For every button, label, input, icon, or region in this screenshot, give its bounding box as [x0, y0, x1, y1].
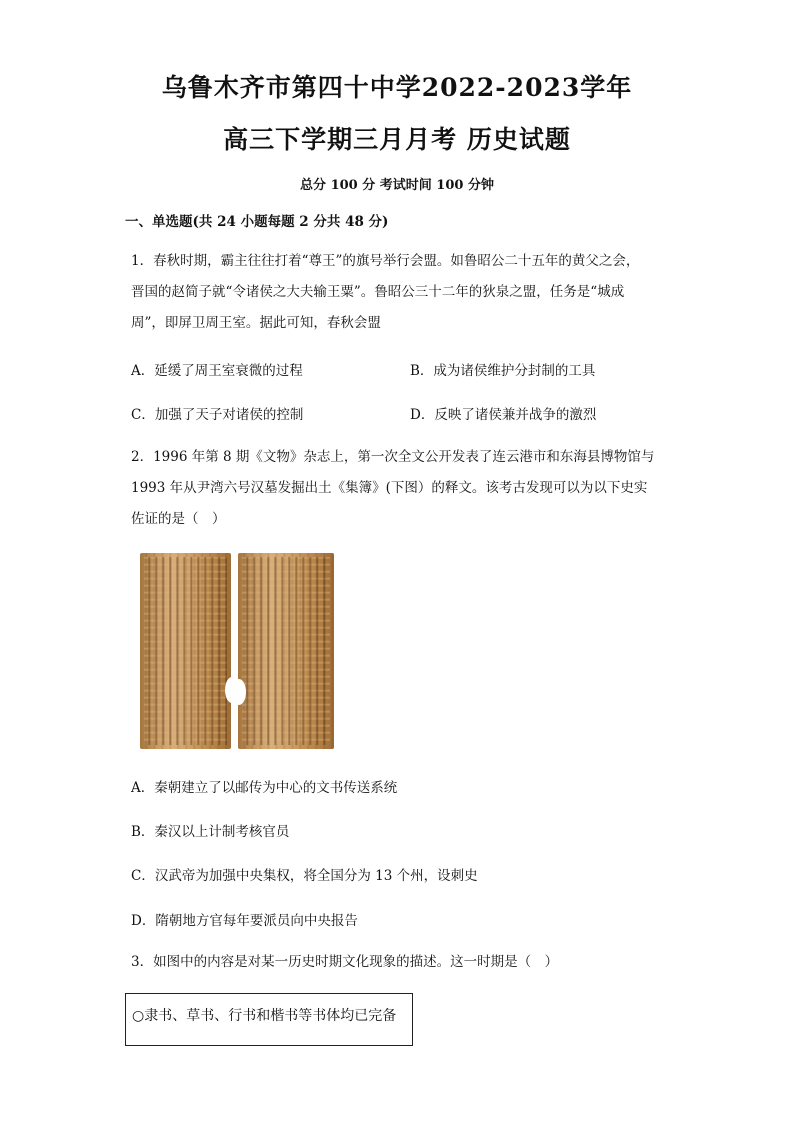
question-2-option-d: D．隋朝地方官每年要派员向中央报告 [131, 913, 358, 929]
exam-subtitle: 总分 100 分 考试时间 100 分钟 [300, 178, 494, 193]
question-1-line-3: 周”，即屏卫周王室。据此可知，春秋会盟 [131, 315, 381, 331]
question-2-option-c: C．汉武帝为加强中央集权，将全国分为 13 个州，设刺史 [131, 868, 478, 884]
exam-title-line1: 乌鲁木齐市第四十中学2022-2023学年 [161, 73, 633, 102]
wooden-slip-right [238, 553, 334, 749]
slip-notch-right [232, 679, 246, 705]
question-2-line-3: 佐证的是（ ） [131, 511, 226, 527]
wooden-slips-image [140, 553, 334, 749]
question-2-option-b: B．秦汉以上计制考核官员 [131, 824, 290, 840]
question-1-line-1: 1．春秋时期，霸主往往打着“尊王”的旗号举行会盟。如鲁昭公二十五年的黄父之会， [131, 253, 640, 269]
question-3-line-1: 3．如图中的内容是对某一历史时期文化现象的描述。这一时期是（ ） [131, 954, 559, 970]
question-2-line-1: 2．1996 年第 8 期《文物》杂志上，第一次全文公开发表了连云港市和东海县博物馆与 [131, 449, 655, 465]
question-1-option-a: A．延缓了周王室衰微的过程 [131, 363, 303, 379]
question-1-option-d: D．反映了诸侯兼并战争的激烈 [410, 407, 597, 423]
wooden-slip-left [140, 553, 231, 749]
section-heading: 一、单选题(共 24 小题每题 2 分共 48 分) [125, 214, 389, 230]
question-2-option-a: A．秦朝建立了以邮传为中心的文书传送系统 [131, 780, 398, 796]
question-3-boxed-text: ○隶书、草书、行书和楷书等书体均已完备 [132, 1008, 397, 1024]
question-2-line-2: 1993 年从尹湾六号汉墓发掘出土《集簿》(下图）的释文。该考古发现可以为以下史实 [131, 480, 648, 496]
exam-title-line2: 高三下学期三月月考 历史试题 [223, 125, 571, 154]
question-1-option-b: B．成为诸侯维护分封制的工具 [410, 363, 596, 379]
question-3-boxed-material [125, 993, 413, 1046]
question-1-line-2: 晋国的赵简子就“令诸侯之大夫输王粟”。鲁昭公三十二年的狄泉之盟，任务是“城成 [131, 284, 625, 300]
question-1-option-c: C．加强了天子对诸侯的控制 [131, 407, 304, 423]
